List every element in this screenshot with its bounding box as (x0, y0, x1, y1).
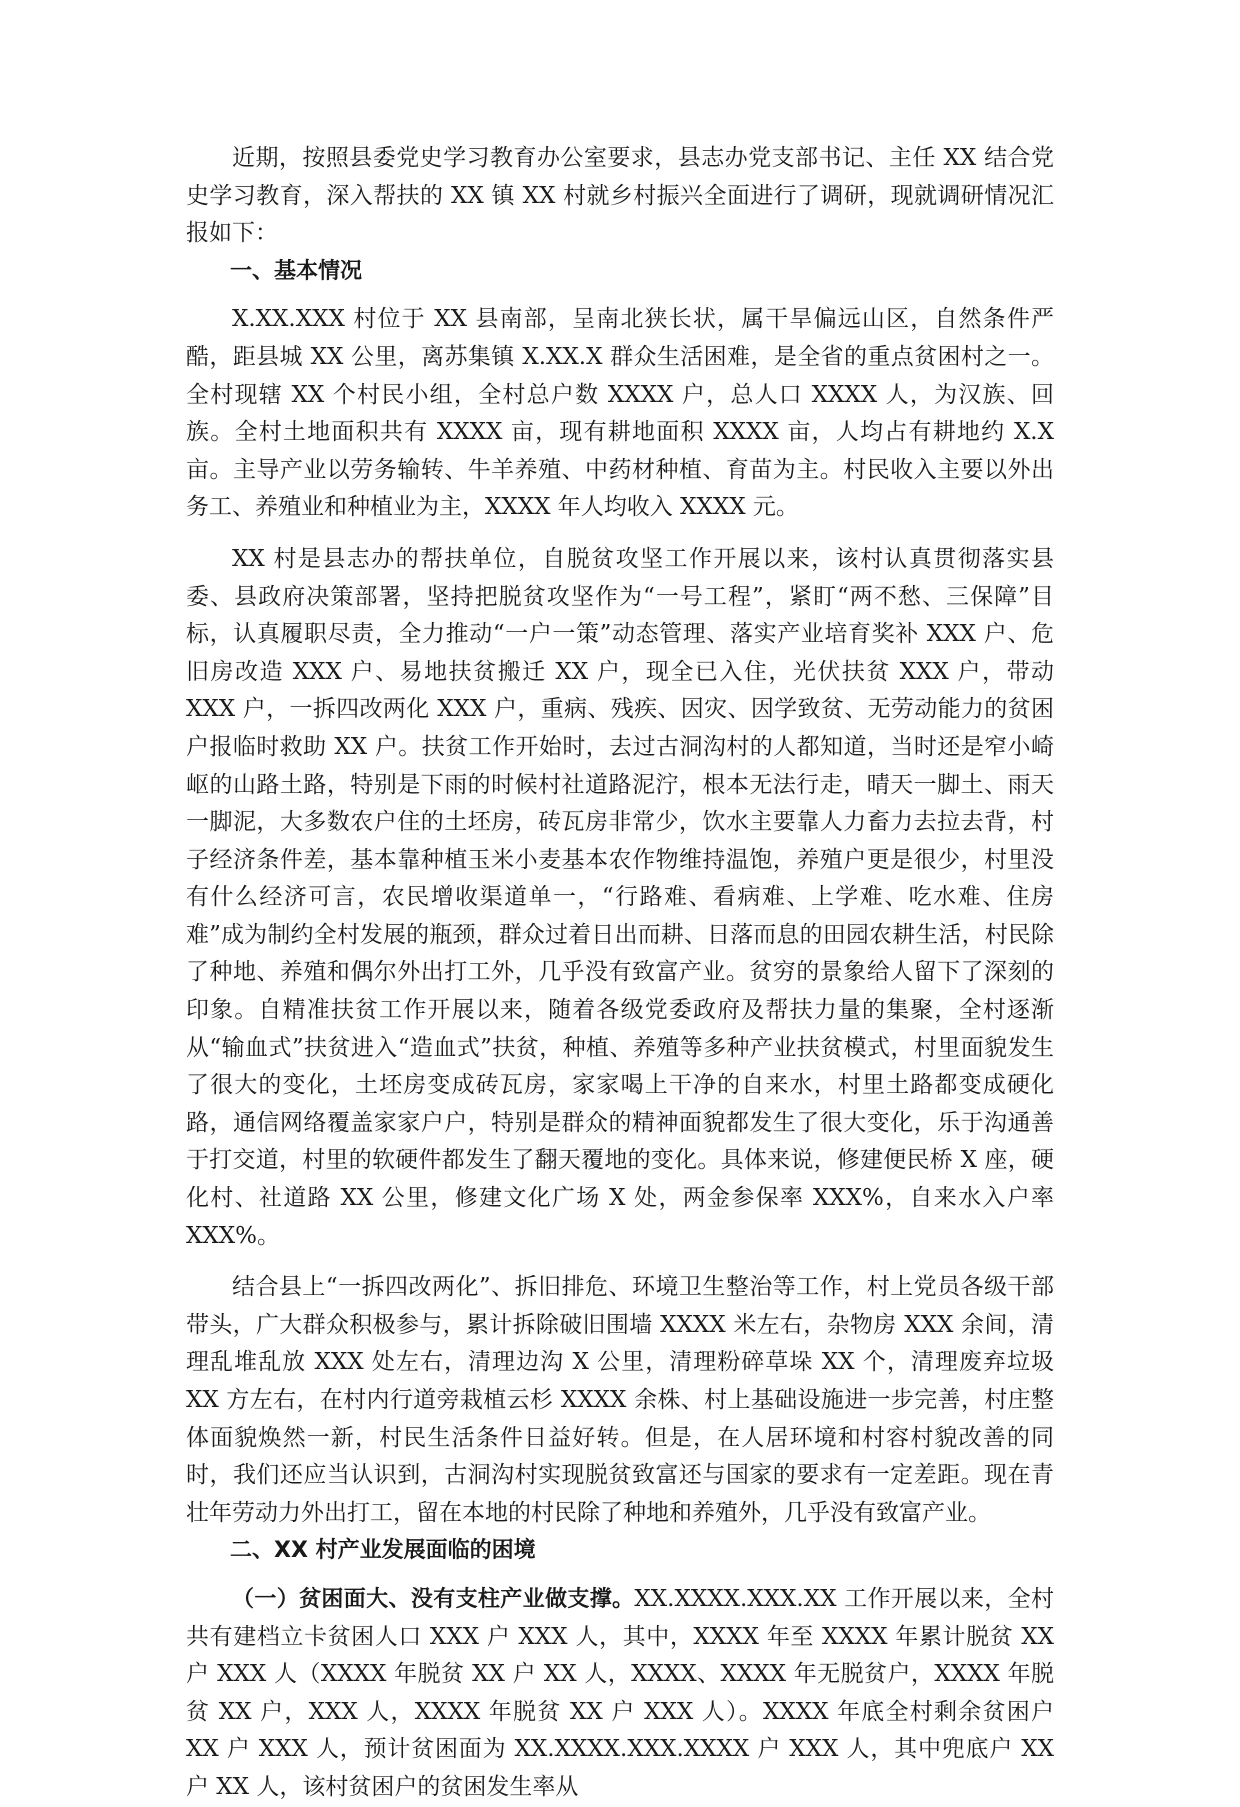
paragraph-village-overview: X.XX.XXX 村位于 XX 县南部，呈南北狭长状，属干旱偏远山区，自然条件严酷，距县城 XX 公里，离苏集镇 X.XX.X 群众生活困难，是全省的重点贫困村之一。全村现辖 XX 个村民小组，全村总户数 XXXX 户，总人口 XXXX 人，为汉族、回族。全村土地面积共有 XXXX 亩，现有耕地面积 XXXX 亩，人均占有耕地约 X.X 亩。主导产业以劳务输转、牛羊养殖、中药材种植、育苗为主。村民收入主要以外出务工、养殖业和种植业为主，XXXX 年人均收入 XXXX 元。 (186, 306, 1054, 521)
subheading-no-pillar-industry: （一）贫困面大、没有支柱产业做支撑。 (232, 1586, 635, 1612)
paragraph-poverty-scale (186, 1581, 1054, 1807)
section-heading-basic-situation: 一、基本情况 (230, 258, 363, 284)
section-heading-industry-difficulties: 二、XX 村产业发展面临的困境 (230, 1538, 536, 1564)
intro-paragraph: 近期，按照县委党史学习教育办公室要求，县志办党支部书记、主任 XX 结合党史学习教育，深入帮扶的 XX 镇 XX 村就乡村振兴全面进行了调研，现就调研情况汇报如下： (186, 145, 1054, 247)
paragraph-environment-improvement: 结合县上“一拆四改两化”、拆旧排危、环境卫生整治等工作，村上党员各级干部带头，广大群众积极参与，累计拆除破旧围墙 XXXX 米左右，杂物房 XXX 余间，清理乱堆乱放 XXX 处左右，清理边沟 X 公里，清理粉碎草垛 XX 个，清理废弃垃圾 XX 方左右，在村内行道旁栽植云杉 XXXX 余株、村上基础设施进一步完善，村庄整体面貌焕然一新，村民生活条件日益好转。但是，在人居环境和村容村貌改善的同时，我们还应当认识到，古洞沟村实现脱贫致富还与国家的要求有一定差距。现在青壮年劳动力外出打工，留在本地的村民除了种地和养殖外，几乎没有致富产业。 (186, 1274, 1054, 1526)
document-page (186, 140, 1054, 1807)
paragraph-poverty-scale-text: XX.XXXX.XXX.XX 工作开展以来，全村共有建档立卡贫困人口 XXX 户 XXX 人，其中，XXXX 年至 XXXX 年累计脱贫 XX 户 XXX 人（XXXX 年脱贫 XX 户 XX 人，XXXX、XXXX 年无脱贫户，XXXX 年脱贫 XX 户，XXX 人，XXXX 年脱贫 XX 户 XXX 人）。XXXX 年底全村剩余贫困户 XX 户 XXX 人，预计贫困面为 XX.XXXX.XXX.XXXX 户 XXX 人，其中兜底户 XX 户 XX 人，该村贫困户的贫困发生率从 (186, 1585, 1054, 1800)
paragraph-poverty-alleviation: XX 村是县志办的帮扶单位，自脱贫攻坚工作开展以来，该村认真贯彻落实县委、县政府决策部署，坚持把脱贫攻坚作为“一号工程”，紧盯“两不愁、三保障”目标，认真履职尽责，全力推动“一户一策”动态管理、落实产业培育奖补 XXX 户、危旧房改造 XXX 户、易地扶贫搬迁 XX 户，现全已入住，光伏扶贫 XXX 户，带动 XXX 户，一拆四改两化 XXX 户，重病、残疾、因灾、因学致贫、无劳动能力的贫困户报临时救助 XX 户。扶贫工作开始时，去过古洞沟村的人都知道，当时还是窄小崎岖的山路土路，特别是下雨的时候村社道路泥泞，根本无法行走，晴天一脚土、雨天一脚泥，大多数农户住的土坯房，砖瓦房非常少，饮水主要靠人力畜力去拉去背，村子经济条件差，基本靠种植玉米小麦基本农作物维持温饱，养殖户更是很少，村里没有什么经济可言，农民增收渠道单一，“行路难、看病难、上学难、吃水难、住房难”成为制约全村发展的瓶颈，群众过着日出而耕、日落而息的田园农耕生活，村民除了种地、养殖和偶尔外出打工外，几乎没有致富产业。贫穷的景象给人留下了深刻的印象。自精准扶贫工作开展以来，随着各级党委政府及帮扶力量的集聚，全村逐渐从“输血式”扶贫进入“造血式”扶贫，种植、养殖等多种产业扶贫模式，村里面貌发生了很大的变化，土坯房变成砖瓦房，家家喝上干净的自来水，村里土路都变成硬化路，通信网络覆盖家家户户，特别是群众的精神面貌都发生了很大变化，乐于沟通善于打交道，村里的软硬件都发生了翻天覆地的变化。具体来说，修建便民桥 X 座，硬化村、社道路 XX 公里，修建文化广场 X 处，两金参保率 XXX%，自来水入户率 XXX%。 (186, 545, 1054, 1249)
